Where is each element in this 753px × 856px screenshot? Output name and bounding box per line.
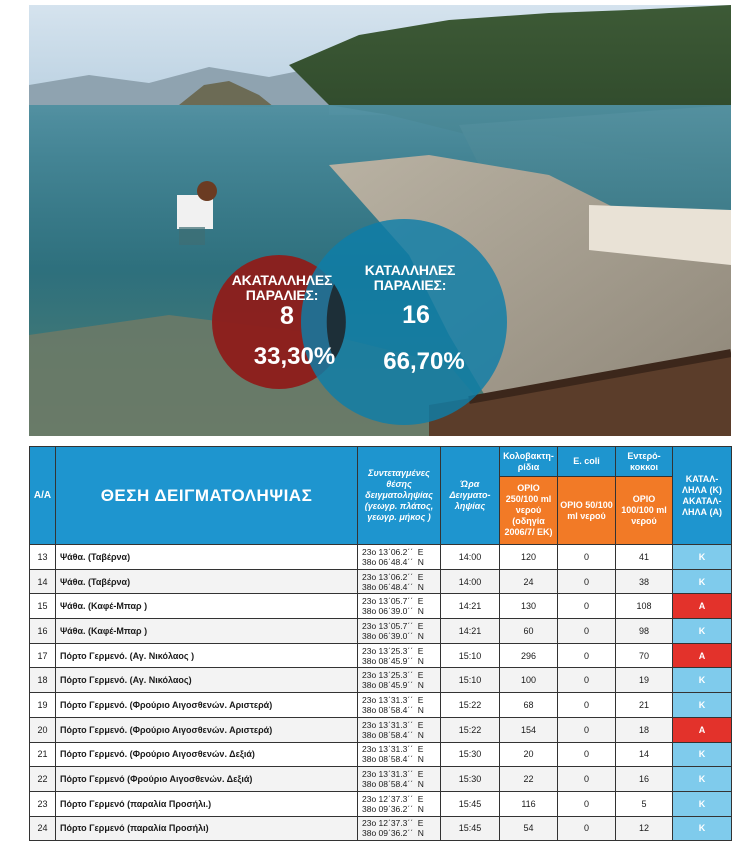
row-number: 16 xyxy=(30,619,56,644)
row-location: Πόρτο Γερμενό. (Φρούριο Αιγοσθενών. Αριστερά) xyxy=(56,693,358,718)
row-ecoli: 0 xyxy=(558,545,616,570)
row-result: Α xyxy=(673,717,732,742)
row-coordinates: 23ο 13΄05.7΄΄ E 38ο 06΄39.0΄΄ N xyxy=(358,619,441,644)
row-number: 19 xyxy=(30,693,56,718)
unsuitable-beaches-count: 8 xyxy=(280,302,294,330)
header-coordinates: Συντεταγμένες θέσης δειγματοληψίας (γεωγρ. πλάτος, γεωγρ. μήκος ) xyxy=(358,447,441,545)
row-ecoli: 0 xyxy=(558,717,616,742)
row-sampling-time: 15:45 xyxy=(441,791,500,816)
header-result: ΚΑΤΑΛ- ΛΗΛΑ (Κ) ΑΚΑΤΑΛ- ΛΗΛΑ (Α) xyxy=(673,447,732,545)
row-ecoli: 0 xyxy=(558,816,616,841)
row-coordinates: 23ο 12΄37.3΄΄ E 38ο 09΄36.2΄΄ N xyxy=(358,791,441,816)
unsuitable-beaches-percent: 33,30% xyxy=(253,343,336,370)
table-row xyxy=(30,668,732,693)
table-row xyxy=(30,545,732,570)
row-coliforms: 20 xyxy=(500,742,558,767)
table-row xyxy=(30,767,732,792)
row-number: 24 xyxy=(30,816,56,841)
sampling-table-container xyxy=(29,446,731,841)
row-coliforms: 68 xyxy=(500,693,558,718)
row-sampling-time: 14:21 xyxy=(441,619,500,644)
row-sampling-time: 15:10 xyxy=(441,643,500,668)
row-result: Α xyxy=(673,643,732,668)
row-coliforms: 54 xyxy=(500,816,558,841)
row-location: Πόρτο Γερμενό. (Φρούριο Αιγοσθενών. Αριστερά) xyxy=(56,717,358,742)
unsuitable-beaches-label: ΑΚΑΤΑΛΛΗΛΕΣ ΠΑΡΑΛΙΕΣ: xyxy=(231,272,333,303)
table-row xyxy=(30,619,732,644)
row-enterococci: 98 xyxy=(616,619,673,644)
row-enterococci: 14 xyxy=(616,742,673,767)
header-limit-ecoli: ΟΡΙΟ 50/100 ml νερού xyxy=(558,477,616,545)
row-coordinates: 23ο 13΄06.2΄΄ E 38ο 06΄48.4΄΄ N xyxy=(358,545,441,570)
row-coliforms: 100 xyxy=(500,668,558,693)
row-result: Κ xyxy=(673,569,732,594)
row-ecoli: 0 xyxy=(558,569,616,594)
table-row xyxy=(30,816,732,841)
row-ecoli: 0 xyxy=(558,767,616,792)
row-sampling-time: 14:00 xyxy=(441,569,500,594)
row-location: Ψάθα. (Καφέ-Μπαρ ) xyxy=(56,619,358,644)
row-location: Πόρτο Γερμενό (Φρούριο Αιγοσθενών. Δεξιά) xyxy=(56,767,358,792)
row-coordinates: 23ο 13΄31.3΄΄ E 38ο 08΄58.4΄΄ N xyxy=(358,717,441,742)
row-sampling-time: 15:22 xyxy=(441,717,500,742)
row-coordinates: 23ο 13΄31.3΄΄ E 38ο 08΄58.4΄΄ N xyxy=(358,742,441,767)
row-enterococci: 108 xyxy=(616,594,673,619)
row-ecoli: 0 xyxy=(558,594,616,619)
header-enterococci: Εντερό- κοκκοι xyxy=(616,447,673,477)
header-limit-coliforms: ΟΡΙΟ 250/100 ml νερού (οδηγία 2006/7/ ΕΚ) xyxy=(500,477,558,545)
row-coliforms: 116 xyxy=(500,791,558,816)
row-number: 15 xyxy=(30,594,56,619)
row-location: Πόρτο Γερμενό (παραλία Προσήλι.) xyxy=(56,791,358,816)
row-location: Ψάθα. (Καφέ-Μπαρ ) xyxy=(56,594,358,619)
row-sampling-time: 15:10 xyxy=(441,668,500,693)
suitable-beaches-count: 16 xyxy=(402,301,430,329)
row-coliforms: 130 xyxy=(500,594,558,619)
suitable-beaches-label: ΚΑΤΑΛΛΗΛΕΣ ΠΑΡΑΛΙΕΣ: xyxy=(364,262,456,293)
row-coordinates: 23ο 13΄05.7΄΄ E 38ο 06΄39.0΄΄ N xyxy=(358,594,441,619)
row-location: Ψάθα. (Ταβέρνα) xyxy=(56,545,358,570)
header-coliforms: Κολοβακτη- ρίδια xyxy=(500,447,558,477)
header-sampling-time: Ώρα Δειγματο- ληψίας xyxy=(441,447,500,545)
table-row xyxy=(30,717,732,742)
row-ecoli: 0 xyxy=(558,742,616,767)
table-row xyxy=(30,643,732,668)
row-result: Κ xyxy=(673,816,732,841)
row-number: 18 xyxy=(30,668,56,693)
row-result: Κ xyxy=(673,545,732,570)
row-sampling-time: 15:30 xyxy=(441,742,500,767)
row-coordinates: 23ο 13΄31.3΄΄ E 38ο 08΄58.4΄΄ N xyxy=(358,693,441,718)
row-enterococci: 38 xyxy=(616,569,673,594)
row-number: 17 xyxy=(30,643,56,668)
table-row xyxy=(30,569,732,594)
row-number: 22 xyxy=(30,767,56,792)
row-coordinates: 23ο 12΄37.3΄΄ E 38ο 09΄36.2΄΄ N xyxy=(358,816,441,841)
header-limit-enterococci: ΟΡΙΟ 100/100 ml νερού xyxy=(616,477,673,545)
row-coliforms: 22 xyxy=(500,767,558,792)
row-result: Κ xyxy=(673,767,732,792)
row-ecoli: 0 xyxy=(558,791,616,816)
row-enterococci: 41 xyxy=(616,545,673,570)
row-location: Πόρτο Γερμενό (παραλία Προσήλι) xyxy=(56,816,358,841)
row-result: Κ xyxy=(673,742,732,767)
row-ecoli: 0 xyxy=(558,643,616,668)
table-row xyxy=(30,594,732,619)
row-sampling-time: 15:22 xyxy=(441,693,500,718)
row-sampling-time: 15:45 xyxy=(441,816,500,841)
row-coliforms: 60 xyxy=(500,619,558,644)
row-enterococci: 5 xyxy=(616,791,673,816)
row-coordinates: 23ο 13΄25.3΄΄ E 38ο 08΄45.9΄΄ N xyxy=(358,643,441,668)
row-location: Πόρτο Γερμενό. (Αγ. Νικόλαος) xyxy=(56,668,358,693)
header-location: ΘΕΣΗ ΔΕΙΓΜΑΤΟΛΗΨΙΑΣ xyxy=(56,447,358,545)
row-result: Κ xyxy=(673,791,732,816)
sampling-results-table xyxy=(29,446,732,841)
row-ecoli: 0 xyxy=(558,619,616,644)
row-location: Πόρτο Γερμενό. (Αγ. Νικόλαος ) xyxy=(56,643,358,668)
row-sampling-time: 14:00 xyxy=(441,545,500,570)
row-result: Κ xyxy=(673,693,732,718)
row-ecoli: 0 xyxy=(558,668,616,693)
row-enterococci: 12 xyxy=(616,816,673,841)
row-sampling-time: 15:30 xyxy=(441,767,500,792)
row-location: Πόρτο Γερμενό. (Φρούριο Αιγοσθενών. Δεξιά) xyxy=(56,742,358,767)
row-result: Α xyxy=(673,594,732,619)
row-number: 21 xyxy=(30,742,56,767)
row-coliforms: 24 xyxy=(500,569,558,594)
row-coliforms: 296 xyxy=(500,643,558,668)
row-enterococci: 19 xyxy=(616,668,673,693)
header-ecoli: E. coli xyxy=(558,447,616,477)
beach-photo xyxy=(29,5,731,436)
row-coordinates: 23ο 13΄06.2΄΄ E 38ο 06΄48.4΄΄ N xyxy=(358,569,441,594)
row-coliforms: 120 xyxy=(500,545,558,570)
row-result: Κ xyxy=(673,619,732,644)
row-enterococci: 18 xyxy=(616,717,673,742)
row-enterococci: 21 xyxy=(616,693,673,718)
row-enterococci: 16 xyxy=(616,767,673,792)
row-coordinates: 23ο 13΄25.3΄΄ E 38ο 08΄45.9΄΄ N xyxy=(358,668,441,693)
header-aa: Α/Α xyxy=(30,447,56,545)
row-number: 23 xyxy=(30,791,56,816)
row-enterococci: 70 xyxy=(616,643,673,668)
row-sampling-time: 14:21 xyxy=(441,594,500,619)
row-number: 20 xyxy=(30,717,56,742)
row-number: 14 xyxy=(30,569,56,594)
row-location: Ψάθα. (Ταβέρνα) xyxy=(56,569,358,594)
table-row xyxy=(30,791,732,816)
row-coliforms: 154 xyxy=(500,717,558,742)
suitable-beaches-percent: 66,70% xyxy=(383,348,465,375)
row-ecoli: 0 xyxy=(558,693,616,718)
row-result: Κ xyxy=(673,668,732,693)
row-coordinates: 23ο 13΄31.3΄΄ E 38ο 08΄58.4΄΄ N xyxy=(358,767,441,792)
table-row xyxy=(30,693,732,718)
table-row xyxy=(30,742,732,767)
row-number: 13 xyxy=(30,545,56,570)
